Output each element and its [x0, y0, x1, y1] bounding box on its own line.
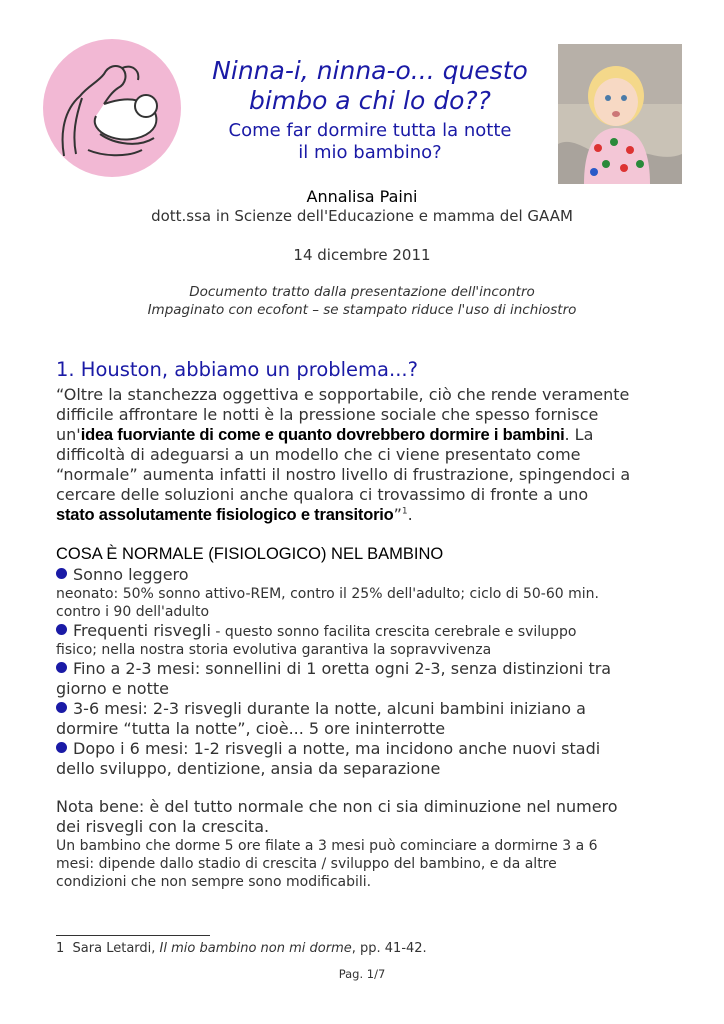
bullet-icon — [56, 662, 67, 673]
list-item-detail: fisico; nella nostra storia evolutiva garantiva la sopravvivenza — [56, 642, 492, 658]
author-role: dott.ssa in Scienze dell'Educazione e mamma del GAAM — [151, 207, 573, 225]
section-1-heading: 1. Houston, abbiamo un problema...? — [56, 358, 418, 381]
list-item — [56, 699, 686, 719]
footnote-number: 1 — [56, 941, 65, 956]
section-2-heading: COSA È NORMALE (FISIOLOGICO) NEL BAMBINO — [56, 545, 444, 563]
list-item-continuation: giorno e notte — [56, 679, 169, 698]
list-item — [56, 565, 686, 585]
list-item — [56, 621, 686, 641]
nota-bene — [56, 797, 686, 891]
normal-sleep-list — [56, 565, 686, 779]
list-item-text: Sonno leggero — [73, 565, 189, 584]
subtitle-line-1: Come far dormire tutta la notte — [228, 120, 512, 141]
section-1-paragraph — [56, 385, 676, 525]
nota-bene-line: dei risvegli con la crescita. — [56, 817, 270, 836]
gaam-logo — [42, 38, 184, 178]
emphasized-text: idea fuorviante di come e quanto dovrebbero dormire i bambini — [80, 426, 565, 444]
note-line-1: Documento tratto dalla presentazione dell'incontro — [189, 284, 535, 300]
footnote-author: Sara Letardi, — [72, 941, 156, 956]
paragraph-line: difficile affrontare le notti è la pressione sociale che spesso fornisce — [56, 405, 599, 424]
child-illustration — [558, 44, 682, 184]
title-line-1: Ninna-i, ninna-o... questo — [212, 56, 528, 85]
bullet-icon — [56, 702, 67, 713]
paragraph-line: cercare delle soluzioni anche qualora ci trovassimo di fronte a uno — [56, 485, 589, 504]
list-item-text: 3-6 mesi: 2-3 risvegli durante la notte, alcuni bambini iniziano a — [73, 699, 586, 718]
bullet-icon — [56, 624, 67, 635]
list-item-text: Frequenti risvegli — [73, 621, 211, 640]
text-run: . La — [564, 425, 594, 444]
list-item-text: Dopo i 6 mesi: 1-2 risvegli a notte, ma incidono anche nuovi stadi — [73, 739, 601, 758]
paragraph-line: difficoltà di adeguarsi a un modello che ci viene presentato come — [56, 445, 581, 464]
note-line-2: Impaginato con ecofont – se stampato riduce l'uso di inchiostro — [147, 302, 577, 318]
list-item-continuation: dello sviluppo, dentizione, ansia da separazione — [56, 759, 441, 778]
footnote-title: Il mio bambino non mi dorme — [159, 941, 352, 956]
bullet-icon — [56, 568, 67, 579]
title-line-2: bimbo a chi lo do?? — [249, 86, 491, 115]
child-photo — [558, 44, 682, 184]
list-item-detail: neonato: 50% sonno attivo-REM, contro il 25% dell'adulto; ciclo di 50-60 min. — [56, 586, 599, 602]
nota-bene-line: Un bambino che dorme 5 ore filate a 3 mesi può cominciare a dormirne 3 a 6 — [56, 838, 598, 854]
paragraph-line — [56, 505, 676, 525]
document-note — [0, 283, 724, 319]
footnote — [56, 940, 427, 958]
list-item-detail: - questo sonno facilita crescita cerebrale e sviluppo — [210, 624, 577, 640]
nota-bene-line: Nota bene: è del tutto normale che non ci sia diminuzione nel numero — [56, 797, 618, 816]
nota-bene-line: mesi: dipende dallo stadio di crescita / sviluppo del bambino, e da altre — [56, 856, 557, 872]
page-number: Pag. 1/7 — [338, 967, 386, 981]
mother-baby-icon — [42, 38, 184, 178]
paragraph-line: “normale” aumenta infatti il nostro livello di frustrazione, spingendoci a — [56, 465, 631, 484]
author-name: Annalisa Paini — [306, 187, 418, 206]
list-item-text: Fino a 2-3 mesi: sonnellini di 1 oretta ogni 2-3, senza distinzioni tra — [73, 659, 612, 678]
document-subtitle — [190, 120, 550, 164]
nota-bene-line: condizioni che non sempre sono modificabili. — [56, 874, 372, 890]
list-item-continuation: dormire “tutta la notte”, cioè... 5 ore ininterrotte — [56, 719, 446, 738]
list-item — [56, 659, 686, 679]
footnote-divider — [56, 935, 210, 936]
emphasized-text: stato assolutamente fisiologico e transitorio — [56, 506, 394, 524]
text-run: ” — [393, 505, 402, 524]
subtitle-line-2: il mio bambino? — [298, 142, 442, 163]
list-item-detail: contro i 90 dell'adulto — [56, 604, 210, 620]
list-item — [56, 739, 686, 759]
bullet-icon — [56, 742, 67, 753]
paragraph-line — [56, 425, 676, 445]
text-run: . — [407, 505, 413, 524]
text-run: un' — [56, 425, 81, 444]
paragraph-line: “Oltre la stanchezza oggettiva e sopportabile, ciò che rende veramente — [56, 385, 630, 404]
footnote-pages: , pp. 41-42. — [351, 941, 427, 956]
footnote-reference[interactable]: 1 — [401, 506, 408, 517]
document-date: 14 dicembre 2011 — [293, 246, 431, 264]
document-title — [190, 56, 550, 116]
